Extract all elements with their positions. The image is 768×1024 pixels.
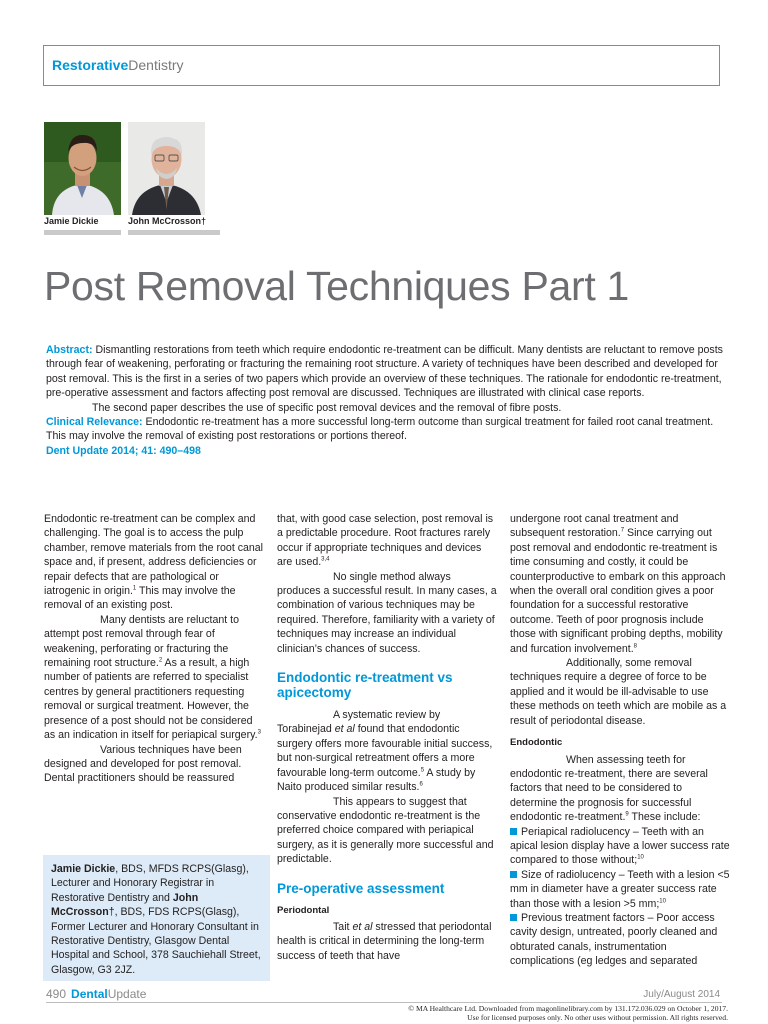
col3-p3-b: These include: xyxy=(628,811,701,824)
section-title-b: Dentistry xyxy=(128,57,184,73)
col2-p1: that, with good case selection, post removal is a predictable procedure. Root fractures rarely occur if appropriate techniques and devices are used. xyxy=(277,513,494,569)
author-photo-2-name: John McCrosson† xyxy=(128,216,207,226)
abstract-label: Abstract: xyxy=(46,344,93,356)
col1-paragraph-1 xyxy=(44,512,264,613)
col1-paragraph-3 xyxy=(44,743,264,786)
clinical-relevance-label: Clinical Relevance: xyxy=(46,416,143,429)
author-photo-2-rule xyxy=(128,230,220,235)
col2-paragraph-3 xyxy=(277,708,497,794)
section-header-box xyxy=(43,45,720,86)
ref: 7 xyxy=(620,527,625,534)
article-title: Post Removal Techniques Part 1 xyxy=(44,263,630,309)
abstract-second: The second paper describes the use of specific post removal devices and the removal of fibre posts. xyxy=(92,401,562,414)
bullet-previous-treatment-factors xyxy=(510,911,730,969)
author-photo-1 xyxy=(44,122,121,215)
bullet-1-text: Periapical radiolucency – Teeth with an apical lesion display have a lower success rate compared to those without; xyxy=(510,825,730,867)
et-al: et al xyxy=(352,920,373,933)
author-photo-2 xyxy=(128,122,205,215)
bullet-3-text: Previous treatment factors – Poor access cavity design, untreated, poorly cleaned and obturated canals, instrumentation complications (eg ledges and separated xyxy=(510,911,718,968)
col2-p3-b: found that endodontic surgery offers more favourable initial success, but non-surgical retreatment offers a more favourable long-term outcome. xyxy=(277,723,493,779)
ref: 6 xyxy=(419,781,423,788)
col1-p3-indent: Various techniques have been xyxy=(100,743,242,756)
bullet-square-icon xyxy=(510,914,517,921)
section-title xyxy=(52,57,184,73)
abstract-paragraph xyxy=(46,343,726,401)
col3-p2: techniques require a degree of force to be applied and it would be ill-advisable to use these methods on teeth which are mobile as a result of periodontal disease. xyxy=(510,671,727,727)
clinical-relevance xyxy=(46,415,726,444)
col2-paragraph-5 xyxy=(277,920,497,963)
ref: 2 xyxy=(158,657,163,664)
col1-p3: designed and developed for post removal. Dental practitioners should be reassured xyxy=(44,757,242,785)
download-notice-line-1: © MA Healthcare Ltd. Downloaded from magonlinelibrary.com by 131.172.036.029 on October 1, 2017. xyxy=(408,1004,728,1013)
col2-paragraph-1 xyxy=(277,512,497,570)
col2-p3-a: Torabinejad xyxy=(277,723,335,736)
abstract-block xyxy=(46,343,726,458)
col2-p3-indent: A systematic review by xyxy=(333,709,441,722)
ref: 3 xyxy=(257,729,261,736)
col2-p2-indent: No single method always xyxy=(333,570,451,583)
col3-p3-indent: When assessing teeth for xyxy=(566,753,686,766)
author-name-1: Jamie Dickie xyxy=(51,863,116,875)
author-photo-1-rule xyxy=(44,230,121,235)
ref: 10 xyxy=(659,898,666,905)
col3-p1-b: Since carrying out post removal and endodontic re-treatment is time consuming and costly, it could be counterproductive to embark on this approach when the overall oral condition gives a poor foundation for a successful restorative outcome. Teeth of poor prognosis include those with significant probing depths, mobility and furcation involvement. xyxy=(510,527,726,655)
author-name-2: John McCrosson xyxy=(51,891,199,919)
bullet-size-of-radiolucency xyxy=(510,868,730,911)
col2-paragraph-2 xyxy=(277,570,497,656)
col1-paragraph-2 xyxy=(44,613,264,743)
section-title-a: Restorative xyxy=(52,57,129,73)
download-notice xyxy=(308,1004,728,1022)
col3-p1: undergone root canal treatment and subsequent restoration. xyxy=(510,513,679,540)
col2-p5: stressed that periodontal health is critical in determining the long-term success of teeth that have xyxy=(277,920,492,962)
col1-p2: to attempt post removal through fear of weakening, perforating or fracturing the remaining root structure. xyxy=(44,613,239,670)
author-photo-1-name: Jamie Dickie xyxy=(44,216,99,226)
bullet-square-icon xyxy=(510,871,517,878)
author-credentials-box xyxy=(43,855,270,981)
subheading-periodontal: Periodontal xyxy=(277,904,330,916)
download-notice-line-2: Use for licensed purposes only. No other uses without permission. All rights reserved. xyxy=(467,1013,728,1022)
citation: Dent Update 2014; 41: 490–498 xyxy=(46,444,201,457)
col2-p4-indent: This appears to suggest that xyxy=(333,795,467,808)
issue-date: July/August 2014 xyxy=(643,989,720,1000)
page-number: 490 xyxy=(46,987,67,1001)
col1-p1: Endodontic re-treatment can be complex and challenging. The goal is to access the pulp chamber, remove materials from the root canal space and, if present, address deficiencies or repair defects that are pathological or iatrogenic in origin. xyxy=(44,513,264,598)
col2-p3-c: A study by Naito produced similar results. xyxy=(277,766,476,794)
journal-brand-a: Dental xyxy=(71,987,108,1001)
ref: 8 xyxy=(633,643,638,650)
ref: 1 xyxy=(132,585,137,592)
bullet-periapical-radiolucency xyxy=(510,825,730,868)
col3-paragraph-1 xyxy=(510,512,730,656)
footer-rule xyxy=(46,1002,722,1003)
col2-p5-indent: Tait xyxy=(333,920,353,933)
journal-brand-b: Update xyxy=(107,987,147,1001)
column-1 xyxy=(44,512,264,786)
footer-page-brand xyxy=(46,987,146,1001)
col1-p2-end: As a result, a high number of patients are referred to specialist centres by general practitioners requesting removal or surgical treatment. However, the presence of a post should not be considered as an indication in itself for periapical surgery. xyxy=(44,657,258,742)
column-2 xyxy=(277,512,497,963)
ref: 9 xyxy=(625,811,629,818)
heading-pre-operative-assessment: Pre-operative assessment xyxy=(277,880,445,896)
ref: 3,4 xyxy=(321,556,330,563)
heading-endodontic-vs-apicectomy: Endodontic re-treatment vs apicectomy xyxy=(277,670,453,701)
column-3 xyxy=(510,512,730,969)
col3-paragraph-2 xyxy=(510,656,730,728)
col3-p3: endodontic re-treatment, there are several factors that need to be considered to determine the prognosis for successful endodontic re-treatment. xyxy=(510,767,708,824)
col2-paragraph-4 xyxy=(277,795,497,867)
et-al: et al xyxy=(334,723,355,736)
journal-brand xyxy=(71,987,146,1001)
col2-p4: conservative endodontic re-treatment is the preferred choice compared with periapical surgery, as it is generally more successful and predictable. xyxy=(277,809,494,866)
col2-p2: produces a successful result. In many cases, a combination of various techniques may be required. Therefore, familiarity with a variety of techniques may increase an individual clinician’s chances of success. xyxy=(277,585,497,655)
ref: 5 xyxy=(420,767,425,774)
ref: 10 xyxy=(637,854,644,861)
col1-p1-end: This may involve the removal of an existing post. xyxy=(44,585,236,612)
abstract-text: Dismantling restorations from teeth which require endodontic re-treatment can be difficult. Many dentists are reluctant to remove posts through fear of weakening, perforating or fracturing the remaining root structure. A variety of techniques have been described and developed for post removal. This is the first in a series of two papers which provide an overview of these techniques. The rationale for endodontic re-treatment, pre-operative assessment and factors affecting post removal are discussed. Techniques are illustrated with clinical case reports. xyxy=(46,344,723,400)
col1-p2-indent: Many dentists are reluctant xyxy=(100,613,228,626)
col3-paragraph-3 xyxy=(510,753,730,825)
subheading-endodontic: Endodontic xyxy=(510,737,563,749)
bullet-2-text: Size of radiolucency – Teeth with a lesion <5 mm in diameter have a greater success rate than those with a lesion >5 mm; xyxy=(510,868,730,910)
col3-p2-indent: Additionally, some removal xyxy=(566,657,692,670)
clinical-relevance-text: Endodontic re-treatment has a more successful long-term outcome than surgical treatment for failed root canal treatment. This may involve the removal of existing post restorations or portions thereof. xyxy=(46,416,714,443)
author-cred-2: †, BDS, FDS RCPS(Glasg), Former Lecturer and Honorary Consultant in Restorative Dentistry, Glasgow Dental Hospital and School, 378 Sauchiehall Street, Glasgow, G3 2JZ. xyxy=(51,906,261,976)
author-cred-1: , BDS, MFDS RCPS(Glasg), Lecturer and Honorary Registrar in Restorative Dentistry and xyxy=(51,863,249,904)
bullet-square-icon xyxy=(510,828,517,835)
